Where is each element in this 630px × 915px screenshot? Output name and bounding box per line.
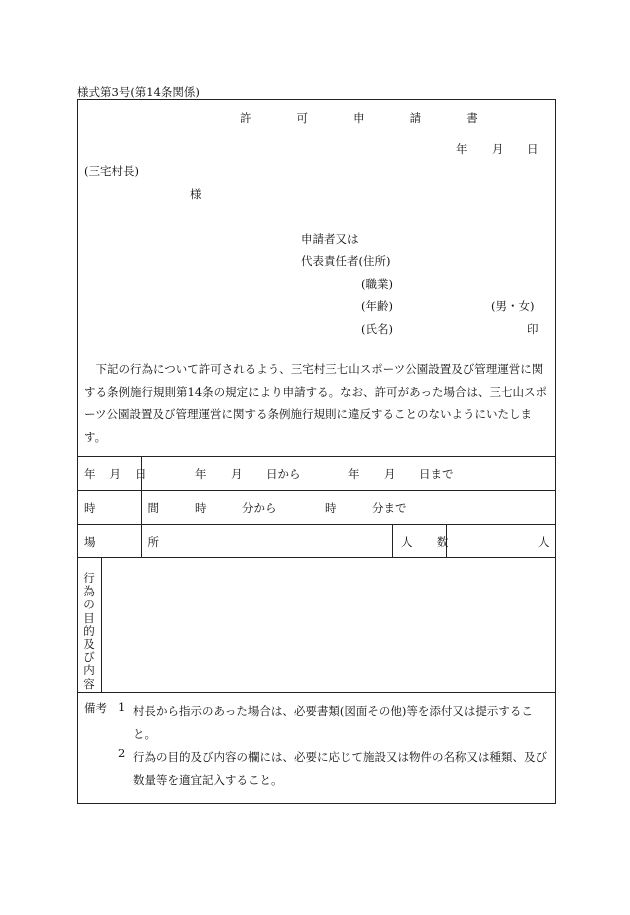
- note-1-text: 村長から指示のあった場合は、必要書類(図面その他)等を添付又は提示すること。: [133, 704, 533, 741]
- applicant-occupation-label: (職業): [361, 277, 393, 291]
- applicant-name-label: (氏名): [361, 322, 393, 336]
- honorific: 様: [190, 187, 202, 201]
- form-title: 許 可 申 請 書: [240, 111, 499, 125]
- form-frame: [77, 99, 556, 804]
- applicant-address-label: 代表責任者(住所): [301, 254, 391, 268]
- purpose-label: 行為の目的及び内容: [83, 571, 95, 691]
- applicant-gender: (男・女): [491, 299, 535, 313]
- date-day: 日: [527, 142, 539, 156]
- row-divider-place: [77, 524, 556, 525]
- time-from-hour: 時: [195, 501, 207, 515]
- people-count-label: 人 数: [401, 535, 459, 549]
- time-to-hour: 時: [325, 501, 337, 515]
- time-to-minute: 分まで: [372, 501, 407, 515]
- people-unit: 人: [538, 535, 550, 549]
- time-row-label: 時 間: [84, 501, 184, 515]
- note-2-text: 行為の目的及び内容の欄には、必要に応じて施設又は物件の名称又は種類、及び数量等を適宜記入すること。: [133, 750, 547, 787]
- date-row-label: 年 月 日: [84, 467, 152, 481]
- date-to-day: 日まで: [419, 467, 454, 481]
- row-divider-date: [77, 456, 556, 457]
- form-number-label: 様式第3号(第14条関係): [77, 85, 200, 99]
- date-from-day: 日から: [266, 467, 301, 481]
- applicant-age-label: (年齢): [361, 299, 393, 313]
- seal-mark: 印: [527, 322, 539, 336]
- applicant-line1: 申請者又は: [301, 232, 359, 246]
- note-2-number: 2: [118, 746, 126, 760]
- date-from-month: 月: [231, 467, 243, 481]
- date-month: 月: [492, 142, 504, 156]
- place-row-label: 場 所: [84, 535, 184, 549]
- row-divider-purpose: [77, 557, 556, 558]
- row-divider-time: [77, 490, 556, 491]
- addressee: (三宅村長): [84, 164, 139, 178]
- note-1-number: 1: [118, 700, 126, 714]
- people-label-left-divider: [392, 524, 393, 557]
- time-from-minute: 分から: [242, 501, 277, 515]
- date-from-year: 年: [195, 467, 207, 481]
- date-year: 年: [456, 142, 468, 156]
- purpose-label-divider: [101, 557, 102, 692]
- date-to-year: 年: [348, 467, 360, 481]
- row-divider-notes: [77, 692, 556, 693]
- notes-label: 備考: [84, 701, 107, 715]
- request-statement: 下記の行為について許可されるよう、三宅村三七山スポーツ公園設置及び管理運営に関する条例施行規則第14条の規定により申請する。なお、許可があった場合は、三七山スポーツ公園設置及び管理運営に関する条例施行規則に違反することのないようにいたします。: [84, 362, 548, 444]
- date-to-month: 月: [384, 467, 396, 481]
